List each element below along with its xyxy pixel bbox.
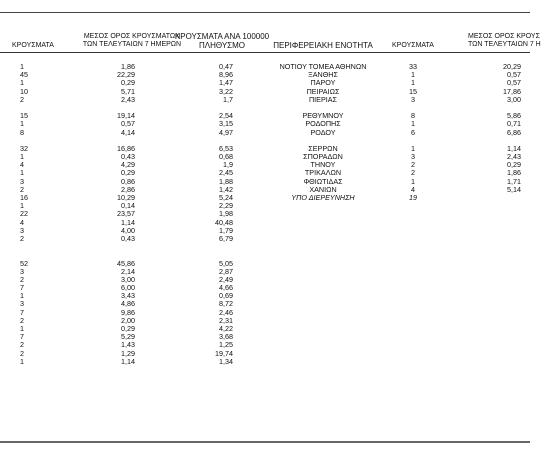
cell-cases-right: 3 [411, 152, 415, 162]
cell-per100k: 3,68 [219, 332, 233, 342]
cell-avg7: 4,14 [121, 127, 135, 137]
header-avg7-right [468, 33, 548, 49]
cell-avg7: 0,29 [121, 168, 135, 178]
cell-cases: 45 [20, 70, 28, 80]
cell-per100k: 1,25 [219, 340, 233, 350]
cell-avg7: 9,86 [121, 307, 135, 317]
cell-region: ΤΡΙΚΑΛΩΝ [304, 168, 342, 178]
cell-per100k: 3,15 [219, 119, 233, 129]
cell-cases: 7 [20, 283, 24, 293]
cell-region: ΡΟΔΟΥ [310, 127, 336, 137]
cell-per100k: 1,7 [223, 94, 233, 104]
cell-avg7-right: 0,71 [507, 119, 521, 129]
cell-cases: 1 [20, 291, 24, 301]
cell-avg7: 2,86 [121, 184, 135, 194]
cell-avg7-right: 1,14 [507, 143, 521, 153]
cell-cases-right: 8 [411, 111, 415, 121]
cell-per100k: 1,98 [219, 209, 233, 219]
header-avg7-right-line1: ΜΕΣΟΣ ΟΡΟΣ ΚΡΟΥΣ [468, 33, 540, 40]
cell-cases: 32 [20, 143, 28, 153]
cell-per100k: 1,9 [223, 160, 233, 170]
cell-region: ΤΗΝΟΥ [310, 160, 336, 170]
cell-per100k: 4,97 [219, 127, 233, 137]
cell-cases: 2 [20, 233, 24, 243]
cell-avg7: 0,43 [121, 152, 135, 162]
header-cases-right: ΚΡΟΥΣΜΑΤΑ [392, 42, 434, 49]
cell-avg7: 0,29 [121, 78, 135, 88]
cell-region: ΦΘΙΩΤΙΔΑΣ [303, 176, 343, 186]
cell-cases: 2 [20, 340, 24, 350]
cell-cases: 2 [20, 274, 24, 284]
cell-avg7: 2,00 [121, 315, 135, 325]
cell-avg7: 16,86 [117, 143, 135, 153]
cell-cases-right: 1 [411, 78, 415, 88]
cell-avg7-right: 20,29 [503, 62, 521, 71]
cell-cases: 8 [20, 127, 24, 137]
header-avg7 [82, 33, 182, 49]
cell-cases: 2 [20, 315, 24, 325]
cell-cases [20, 243, 45, 251]
col-per100k [200, 63, 233, 366]
cell-avg7: 19,14 [117, 111, 135, 121]
cell-per100k: 0,68 [219, 152, 233, 162]
cell-cases-right: 6 [411, 127, 415, 137]
cell-cases-right: 3 [411, 94, 415, 104]
cell-avg7: 1,14 [121, 217, 135, 227]
cell-cases: 1 [20, 168, 24, 178]
cell-avg7 [100, 243, 135, 251]
cell-per100k: 0,47 [219, 62, 233, 71]
cell-avg7-right: 6,86 [507, 127, 521, 137]
cell-cases: 7 [20, 307, 24, 317]
cell-per100k: 5,05 [219, 258, 233, 268]
cell-cases: 3 [20, 299, 24, 309]
cell-avg7: 22,29 [117, 70, 135, 80]
cell-per100k: 6,53 [219, 143, 233, 153]
cell-per100k: 2,49 [219, 274, 233, 284]
cell-avg7-right: 1,86 [507, 168, 521, 178]
col-region [258, 63, 388, 202]
cell-per100k: 2,54 [219, 111, 233, 121]
cell-cases: 52 [20, 258, 28, 268]
cell-per100k: 1,79 [219, 225, 233, 235]
cell-per100k: 4,66 [219, 283, 233, 293]
cell-avg7: 1,29 [121, 348, 135, 358]
cell-avg7-right: 1,71 [507, 176, 521, 186]
cell-cases-right: 1 [411, 70, 415, 80]
cell-cases: 3 [20, 266, 24, 276]
cell-region: ΡΕΘΥΜΝΟΥ [302, 111, 344, 121]
cell-cases: 7 [20, 332, 24, 342]
cell-avg7: 4,86 [121, 299, 135, 309]
cell-cases-right: 4 [411, 184, 415, 194]
col-avg-right [488, 63, 521, 202]
header-avg7-right-line2: ΤΩΝ ΤΕΛΕΥΤΑΙΩΝ 7 Η [468, 41, 541, 48]
cell-region: ΠΙΕΡΙΑΣ [308, 94, 337, 104]
cell-avg7: 23,57 [117, 209, 135, 219]
cell-avg7: 0,86 [121, 176, 135, 186]
cell-avg7: 4,00 [121, 225, 135, 235]
cell-per100k: 2,31 [219, 315, 233, 325]
cell-cases: 1 [20, 78, 24, 88]
cell-region: ΡΟΔΟΠΗΣ [305, 119, 341, 129]
col-avg-left [100, 63, 135, 366]
cell-avg7: 0,43 [121, 233, 135, 243]
header-cases: ΚΡΟΥΣΜΑΤΑ [12, 42, 54, 49]
header-per100k-line2: ΠΛΗΘΥΣΜΟ [198, 41, 246, 50]
cell-cases-right: 33 [409, 62, 417, 71]
cell-avg7-right: 17,86 [503, 86, 521, 96]
cell-per100k: 5,24 [219, 193, 233, 202]
cell-avg7: 0,57 [121, 119, 135, 129]
cell-region: ΥΠΟ ΔΙΕΡΕΥΝΗΣΗ [291, 193, 355, 202]
cell-avg7-right: 2,43 [507, 152, 521, 162]
cell-avg7-right: 5,86 [507, 111, 521, 121]
cell-avg7: 5,71 [121, 86, 135, 96]
cell-cases-right: 15 [409, 86, 417, 96]
cell-region: ΠΕΙΡΑΙΩΣ [306, 86, 340, 96]
cell-per100k: 8,96 [219, 70, 233, 80]
cell-cases: 22 [20, 209, 28, 219]
cell-region: ΞΑΝΘΗΣ [308, 70, 338, 80]
cell-cases: 4 [20, 160, 24, 170]
cell-avg7: 3,00 [121, 274, 135, 284]
cell-avg7: 0,14 [121, 201, 135, 211]
cell-cases-right: 1 [411, 143, 415, 153]
cell-cases: 3 [20, 225, 24, 235]
col-cases-right [400, 63, 426, 202]
cell-per100k: 19,74 [215, 348, 233, 358]
cell-avg7-right: 3,00 [507, 94, 521, 104]
cell-region: ΣΕΡΡΩΝ [308, 143, 338, 153]
cell-cases: 4 [20, 217, 24, 227]
cell-cases-right: 1 [411, 119, 415, 129]
cell-per100k: 1,42 [219, 184, 233, 194]
cell-cases: 2 [20, 348, 24, 358]
cell-per100k: 1,88 [219, 176, 233, 186]
cell-avg7: 5,29 [121, 332, 135, 342]
header-rule [0, 52, 530, 53]
cell-cases: 15 [20, 111, 28, 121]
cell-avg7-right: 0,29 [507, 160, 521, 170]
col-cases-left [20, 63, 45, 366]
cell-avg7: 10,29 [117, 193, 135, 202]
cell-avg7-right [488, 194, 521, 202]
cell-per100k: 1,34 [219, 356, 233, 366]
cell-cases-right: 2 [411, 160, 415, 170]
cell-cases: 1 [20, 356, 24, 366]
cell-avg7-right: 0,57 [507, 70, 521, 80]
bottom-rule [0, 441, 530, 443]
cell-avg7: 4,29 [121, 160, 135, 170]
cell-avg7: 2,43 [121, 94, 135, 104]
cell-avg7: 2,14 [121, 266, 135, 276]
cell-per100k: 2,87 [219, 266, 233, 276]
header-region: ΠΕΡΙΦΕΡΕΙΑΚΗ ΕΝΟΤΗΤΑ [273, 41, 373, 50]
cell-avg7: 1,86 [121, 62, 135, 71]
cell-cases: 2 [20, 94, 24, 104]
cell-cases-right: 1 [411, 176, 415, 186]
cell-cases: 1 [20, 152, 24, 162]
cell-per100k: 2,29 [219, 201, 233, 211]
cell-per100k [200, 243, 233, 251]
cell-avg7: 3,43 [121, 291, 135, 301]
cell-per100k: 2,46 [219, 307, 233, 317]
header-avg7-line1: ΜΕΣΟΣ ΟΡΟΣ ΚΡΟΥΣΜΑΤΩΝ [83, 33, 181, 40]
cell-avg7: 1,14 [121, 356, 135, 366]
cell-per100k: 3,22 [219, 86, 233, 96]
cell-cases: 16 [20, 193, 28, 202]
cell-per100k: 1,47 [219, 78, 233, 88]
cell-cases: 1 [20, 62, 24, 71]
cell-region: ΠΑΡΟΥ [310, 78, 336, 88]
top-rule [0, 12, 530, 13]
cell-avg7-right: 0,57 [507, 78, 521, 88]
cell-avg7: 6,00 [121, 283, 135, 293]
header-avg7-line2: ΤΩΝ ΤΕΛΕΥΤΑΙΩΝ 7 ΗΜΕΡΩΝ [82, 41, 182, 48]
cell-cases-right: 19 [409, 193, 417, 202]
cell-cases: 1 [20, 201, 24, 211]
cell-avg7: 0,29 [121, 324, 135, 333]
cell-per100k: 4,22 [219, 324, 233, 333]
cell-cases: 1 [20, 324, 24, 333]
cell-region: ΧΑΝΙΩΝ [309, 184, 337, 194]
cell-per100k: 0,69 [219, 291, 233, 301]
cell-per100k: 6,79 [219, 233, 233, 243]
cell-avg7: 45,86 [117, 258, 135, 268]
cell-avg7: 1,43 [121, 340, 135, 350]
cell-region: ΣΠΟΡΑΔΩΝ [303, 152, 343, 162]
cell-per100k: 8,72 [219, 299, 233, 309]
cell-cases: 10 [20, 86, 28, 96]
cell-cases: 1 [20, 119, 24, 129]
cell-per100k: 2,45 [219, 168, 233, 178]
cell-cases: 3 [20, 176, 24, 186]
header-per100k-line1: ΚΡΟΥΣΜΑΤΑ ΑΝΑ 100000 [174, 32, 270, 41]
cell-per100k: 40,48 [215, 217, 233, 227]
cell-avg7-right: 5,14 [507, 184, 521, 194]
cell-region: ΝΟΤΙΟΥ ΤΟΜΕΑ ΑΘΗΝΩΝ [279, 62, 367, 71]
cell-cases-right: 2 [411, 168, 415, 178]
cell-cases: 2 [20, 184, 24, 194]
header-per100k [172, 32, 272, 50]
